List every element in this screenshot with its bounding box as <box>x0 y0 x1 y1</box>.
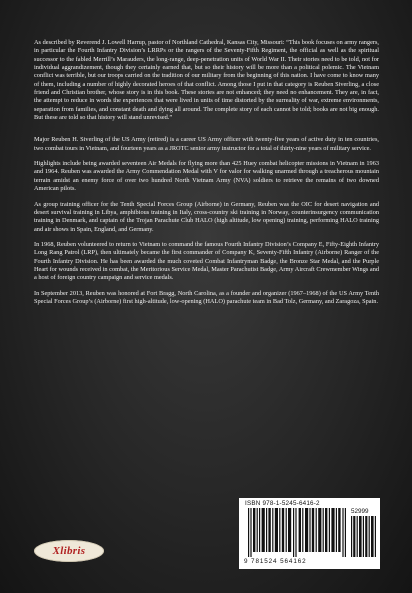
barcode-digits: 9 781524 564162 <box>244 558 307 565</box>
bio-paragraph: Highlights include being awarded seventeen Air Medals for flying more than 425 Huey combat helicopter missions in Vietnam in 1963 and 1964. Reuben was awarded the Army Commendation Medal with V for valor for walking unarmed through a treacherous mountain terrain amidst an enemy force of over two hundred North Vietnam Army (NVA) soldiers to retrieve the remains of two downed American pilots. <box>34 160 379 193</box>
bio-paragraph: In 1968, Reuben volunteered to return to Vietnam to command the famous Fourth Infantry Division’s Company E, Fifty-Eighth Infantry Long Rang Patrol (LRP), then ultimately became the first commander of Company K, Seventy-Fifth Infantry (Airborne) Ranger of the Fourth Infantry Division. He has been awarded the much coveted Combat Infantryman Badge, the Bronze Star Medal, and the Purple Heart for wounds received in combat, the Meritorious Service Medal, Master Parachutist Badge, Army Aircraft Crewmember Wings and a host of foreign country campaign and service medals. <box>34 240 379 282</box>
price-barcode-icon <box>351 516 377 557</box>
endorsement-paragraph: As described by Reverend J. Lowell Harrup, pastor of Northland Cathedral, Kansas City, Missouri: “This book focuses on army rangers, in particular the Fourth Infantry Division’s LRRPs or the rangers of the Seventy-Fifth Regiment, the official as well as the spiritual successor to the fabled Merrill’s Marauders, the long-range, deep-penetration units of World War II. Their stories need to be told, not for individual aggrandizement, though they certainly earned that, but so their history will be more than a political polemic. The Vietnam conflict was terrible, but our troops carried on the tradition of our military from the beginning of this nation. I have come to know many of them, including a number of highly decorated heroes of that conflict. Among those I put in that category is Reuben Siverling, a close friend and Christian brother, whose story is in this book. These stories are not enhanced; they need no enhancement. They are, in fact, the attempt to reduce in words the experiences that were lived in units of time distorted by the surreality of war, extreme environments, separation from families, and constant death and dying all around. The complete story of each cannot be told; books are not big enough. But these are told so that history will stand unrevised.” <box>34 39 379 122</box>
bio-paragraph: Major Reuben H. Siverling of the US Army (retired) is a career US Army officer with twenty-five years of active duty in ten countries, two combat tours in Vietnam, and fourteen years as a JROTC senior army instructor for a total of thirty-nine years of military service. <box>34 136 379 152</box>
barcode-box <box>239 498 380 569</box>
bio-paragraph: In September 2013, Reuben was honored at Fort Bragg, North Carolina, as a founder and organizer (1967–1968) of the US Army Tenth Special Forces Group’s (Airborne) first high-altitude, low-opening (HALO) parachute team in Bad Tolz, Germany, and Zaragoza, Spain. <box>34 289 379 305</box>
isbn-text: ISBN 978-1-5245-6416-2 <box>245 500 320 507</box>
bio-paragraph: As group training officer for the Tenth Special Forces Group (Airborne) in Germany, Reuben was the OIC for desert navigation and desert survival training in Libya, amphibious training in Italy, cross-country ski training in Norway, counterinsurgency communication training in Denmark, and captain of the Trojan Parachute Club HALO (high altitude, low opening) training, performing HALO training and air shows in Spain, England, and Germany. <box>34 200 379 233</box>
publisher-logo: Xlibris <box>34 540 104 562</box>
price-code: 52999 <box>351 508 369 515</box>
barcode-bars-icon <box>248 508 348 557</box>
description-text <box>34 39 379 306</box>
